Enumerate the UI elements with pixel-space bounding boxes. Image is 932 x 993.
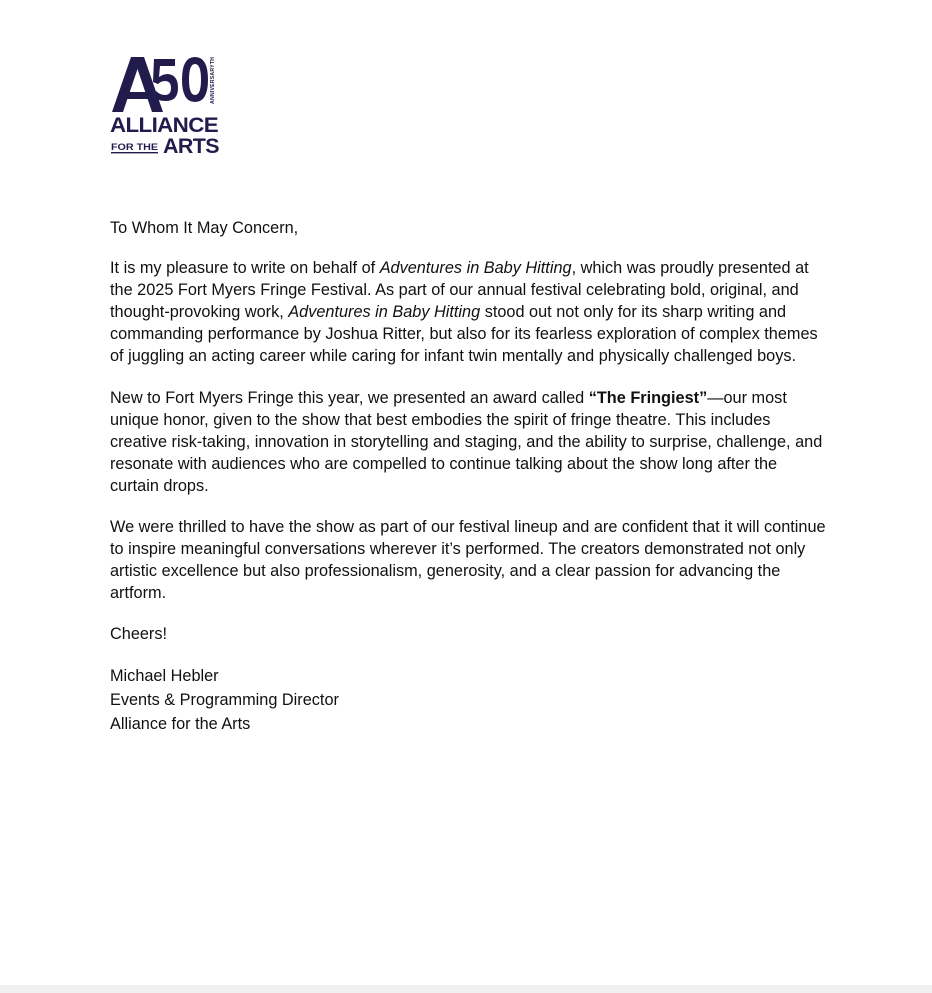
- signer-title: Events & Programming Director: [110, 690, 339, 709]
- alliance-for-the-arts-50th-anniversary-logo: [110, 52, 222, 156]
- paragraph-2-text-a: New to Fort Myers Fringe this year, we presented an award called: [110, 388, 589, 407]
- page-bottom-edge: [0, 985, 932, 993]
- signer-name: Michael Hebler: [110, 666, 219, 685]
- letter-body: [110, 217, 830, 755]
- show-title-repeat: Adventures in Baby Hitting: [288, 303, 481, 322]
- show-title: Adventures in Baby Hitting: [379, 259, 572, 278]
- signature-block: [110, 664, 830, 736]
- paragraph-2: [110, 387, 830, 497]
- paragraph-3: We were thrilled to have the show as part of our festival lineup and are confident that it will continue to inspire meaningful conversations wherever it’s performed. The creators demonstrated not only artistic excellence but also professionalism, generosity, and a clear passion for advancing the artform.: [110, 518, 826, 603]
- paragraph-1: [110, 257, 830, 367]
- logo-for-the-text: FOR THE: [111, 142, 158, 152]
- award-name: “The Fringiest”: [588, 388, 708, 407]
- paragraph-2-text-b: —our most unique honor, given to the show that best embodies the spirit of fringe theatre. This includes creative risk-taking, innovation in storytelling and staging, and the ability to surprise, challenge, and resonate with audiences who are compelled to continue talking about the show long after the curtain drops.: [110, 388, 823, 495]
- logo-anniversary-text: ANNIVERSARY: [210, 64, 216, 104]
- paragraph-1-text-b: , which was proudly presented at the 2025 Fort Myers Fringe Festival. As part of our annual festival celebrating bold, original, and thought-provoking work,: [110, 259, 809, 322]
- closing: Cheers!: [110, 625, 168, 644]
- logo-alliance-text: ALLIANCE: [110, 113, 219, 137]
- logo-superscript-text: TH: [210, 57, 216, 64]
- paragraph-1-text-a: It is my pleasure to write on behalf of: [110, 259, 380, 278]
- logo-arts-text: ARTS: [163, 134, 220, 156]
- salutation: To Whom It May Concern,: [110, 219, 299, 237]
- paragraph-1-text-c: stood out not only for its sharp writing and commanding performance by Joshua Ritter, but also for its fearless exploration of complex themes of juggling an acting career while caring for infant twin mentally and physically challenged boys.: [110, 303, 818, 366]
- signer-organization: Alliance for the Arts: [110, 714, 251, 733]
